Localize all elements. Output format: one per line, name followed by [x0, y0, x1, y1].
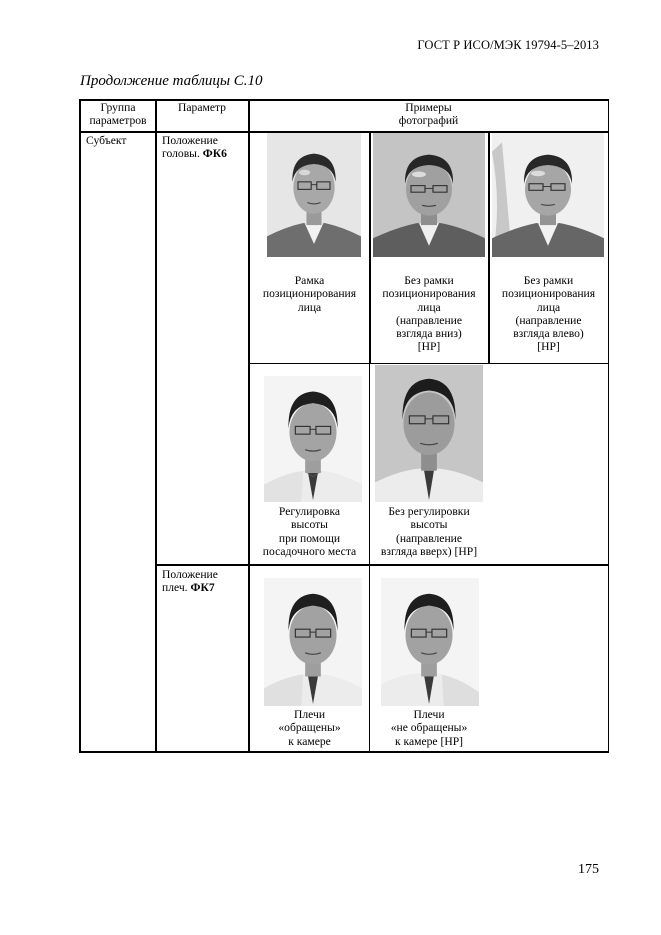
photo-r2-1 [264, 376, 362, 502]
photo-r3-1 [264, 578, 362, 706]
caption-line: Без рамки [523, 274, 574, 287]
row-sep-2 [155, 564, 609, 566]
row3-param-line-1: Положение [162, 568, 218, 581]
row1-param-code: ФК6 [202, 147, 227, 161]
caption-line: лица [297, 300, 322, 314]
col-sep-2 [248, 99, 250, 753]
col-sep-1 [155, 99, 157, 753]
caption-line: посадочного места [262, 544, 357, 558]
border-left [79, 99, 81, 753]
caption-line: к камере [НР] [395, 734, 463, 748]
group-value: Субъект [86, 134, 127, 147]
header-param [157, 101, 247, 114]
caption-line: позиционирования [382, 287, 476, 301]
caption-r2-2 [370, 505, 488, 558]
row1-param-line-2 [162, 147, 248, 160]
caption-r3-1 [250, 708, 369, 748]
row3-param-text: плеч. [162, 581, 188, 595]
caption-r1-3 [489, 274, 608, 354]
caption-r1-1 [250, 274, 369, 314]
header-param-text: Параметр [178, 101, 226, 114]
caption-r1-2 [370, 274, 488, 354]
row1-param [162, 134, 248, 160]
caption-line: Рамка [294, 274, 325, 287]
caption-line: высоты [291, 518, 328, 532]
row3-param [162, 568, 248, 594]
row3-param-line-2 [162, 581, 248, 594]
caption-line: [НР] [537, 340, 560, 354]
caption-line: при помощи [278, 531, 341, 545]
document-header: ГОСТ Р ИСО/МЭК 19794-5–2013 [417, 38, 599, 52]
header-examples [250, 101, 607, 127]
caption-line: [НР] [417, 340, 441, 354]
caption-line: взгляда вниз) [396, 327, 462, 341]
caption-line: позиционирования [262, 287, 357, 301]
photo-r1-1 [267, 133, 361, 257]
row3-param-code: ФК7 [190, 581, 215, 595]
caption-line: «не обращены» [390, 721, 468, 735]
caption-r3-2 [370, 708, 488, 748]
caption-line: высоты [410, 518, 448, 532]
caption-line: позиционирования [501, 287, 596, 301]
caption-line: «обращены» [278, 721, 341, 735]
photo-r3-2 [381, 578, 479, 706]
photo-r2-2 [375, 365, 483, 502]
caption-line: (направление [395, 313, 462, 327]
header-group-line-1: Группа [100, 101, 136, 114]
caption-line: взгляда влево) [513, 327, 584, 341]
caption-line: лица [417, 300, 441, 314]
caption-line: Регулировка [278, 505, 341, 518]
caption-line: Плечи [413, 708, 445, 721]
table-c10 [79, 99, 609, 753]
header-group-line-2: параметров [89, 114, 147, 128]
header-examples-line-2: фотографий [398, 114, 459, 128]
caption-line: лица [536, 300, 561, 314]
caption-line: взгляда вверх) [НР] [380, 544, 478, 558]
caption-line: Без рамки [404, 274, 454, 287]
photo-r1-3 [492, 133, 604, 257]
photo-r1-2 [373, 133, 485, 257]
table-caption: Продолжение таблицы С.10 [80, 73, 263, 89]
header-examples-line-1: Примеры [405, 101, 452, 114]
page-number: 175 [578, 862, 599, 877]
caption-line: к камере [288, 734, 331, 748]
row1-param-line-1: Положение [162, 134, 218, 147]
caption-line: Без регулировки [388, 505, 470, 518]
row-sep-1 [248, 363, 609, 364]
caption-line: (направление [515, 313, 582, 327]
header-group [81, 101, 155, 127]
caption-line: (направление [395, 531, 462, 545]
caption-r2-1 [250, 505, 369, 558]
caption-line: Плечи [293, 708, 326, 721]
border-right [608, 99, 610, 753]
row1-param-text: головы. [162, 147, 200, 161]
border-bottom [79, 751, 609, 753]
